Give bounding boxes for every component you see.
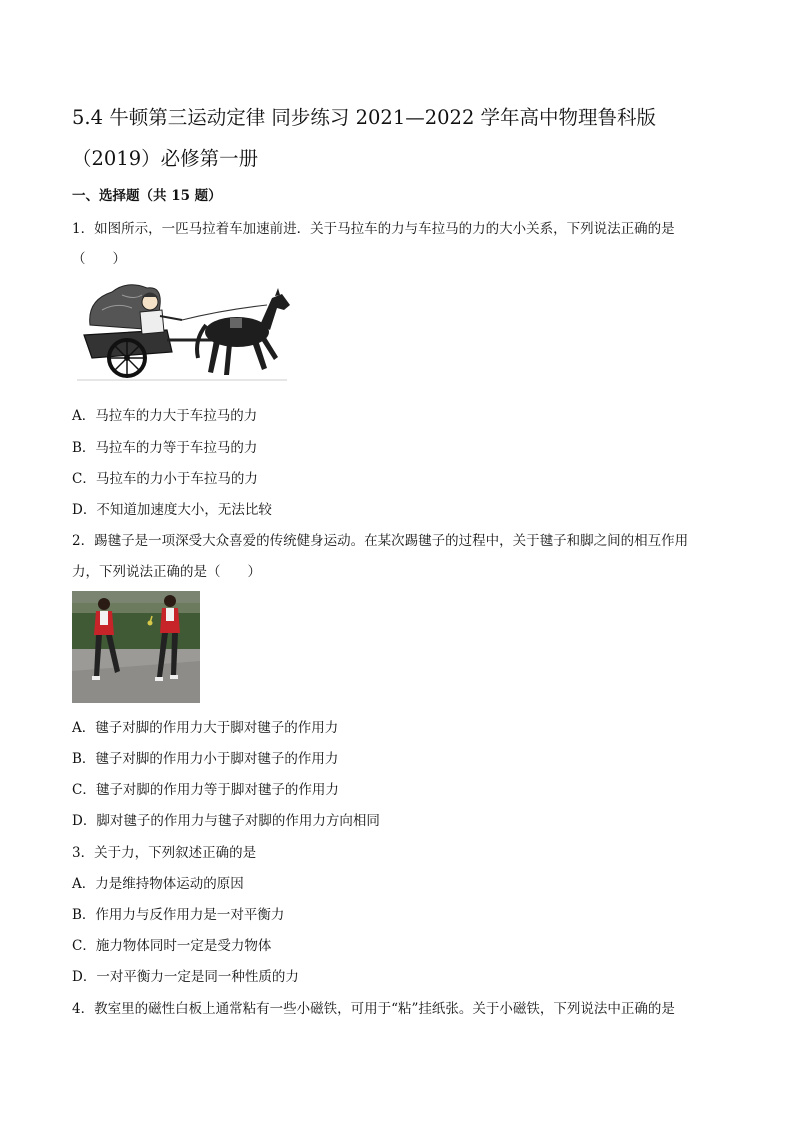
question-1-stem-bracket: （ ） xyxy=(72,251,126,267)
question-2-option-b: B．毽子对脚的作用力小于脚对毽子的作用力 xyxy=(72,751,339,767)
question-2-option-c: C．毽子对脚的作用力等于脚对毽子的作用力 xyxy=(72,782,339,798)
question-1-option-b: B．马拉车的力等于车拉马的力 xyxy=(72,440,258,456)
question-3-option-d: D．一对平衡力一定是同一种性质的力 xyxy=(72,969,299,985)
question-2-stem-line-2: 力，下列说法正确的是（ ） xyxy=(72,564,261,580)
question-1-option-c: C．马拉车的力小于车拉马的力 xyxy=(72,471,258,487)
question-2-option-a: A．毽子对脚的作用力大于脚对毽子的作用力 xyxy=(72,720,339,736)
question-3-option-b: B．作用力与反作用力是一对平衡力 xyxy=(72,907,285,923)
horse-cart-illustration-icon xyxy=(72,280,297,385)
question-1-option-d: D．不知道加速度大小，无法比较 xyxy=(72,502,272,518)
question-3-stem: 3．关于力，下列叙述正确的是 xyxy=(72,845,257,861)
question-2-stem: 2．踢毽子是一项深受大众喜爱的传统健身运动。在某次踢毽子的过程中，关于毽子和脚之间的相互作用 xyxy=(72,533,689,549)
question-4-stem: 4．教室里的磁性白板上通常粘有一些小磁铁，可用于“粘”挂纸张。关于小磁铁，下列说法中正确的是 xyxy=(72,1001,675,1017)
section-heading: 一、选择题（共 15 题） xyxy=(72,188,222,204)
question-1-stem: 1．如图所示，一匹马拉着车加速前进．关于马拉车的力与车拉马的力的大小关系，下列说法正确的是 xyxy=(72,221,675,237)
document-title-line-1: 5.4 牛顿第三运动定律 同步练习 2021—2022 学年高中物理鲁科版 xyxy=(72,106,657,129)
shuttlecock-kicking-photo-icon xyxy=(72,591,200,703)
question-3-option-a: A．力是维持物体运动的原因 xyxy=(72,876,244,892)
document-title-line-2: （2019）必修第一册 xyxy=(72,147,259,170)
question-1-option-a: A．马拉车的力大于车拉马的力 xyxy=(72,408,258,424)
question-2-option-d: D．脚对毽子的作用力与毽子对脚的作用力方向相同 xyxy=(72,813,380,829)
question-3-option-c: C．施力物体同时一定是受力物体 xyxy=(72,938,272,954)
